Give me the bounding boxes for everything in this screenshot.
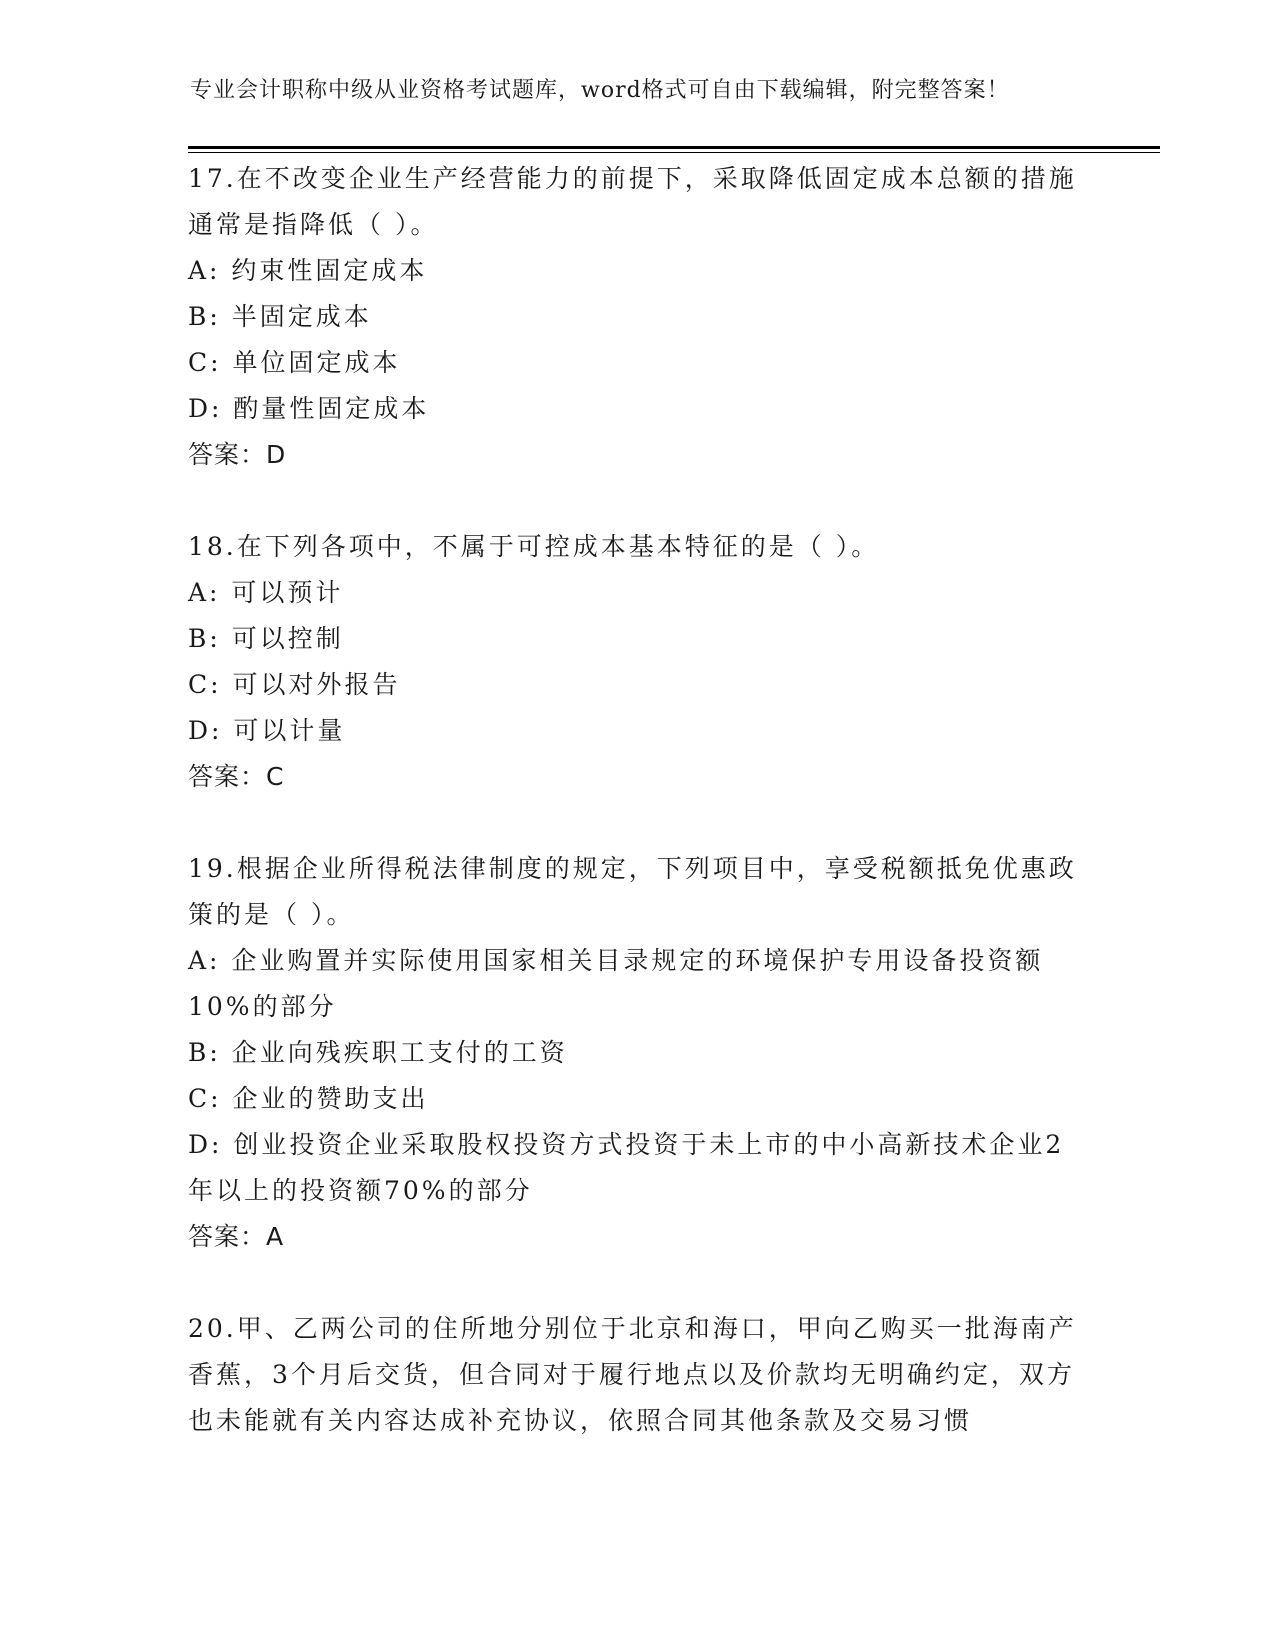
option-a: A: 约束性固定成本	[188, 256, 428, 285]
question-text: 17.在不改变企业生产经营能力的前提下，采取降低固定成本总额的措施通常是指降低（ ）。	[188, 164, 1077, 239]
option-c: C: 单位固定成本	[188, 348, 401, 377]
option-d: D: 酌量性固定成本	[188, 394, 430, 423]
answer: 答案：D	[188, 440, 287, 469]
question-18	[188, 524, 1088, 800]
option-a: A: 可以预计	[188, 578, 344, 607]
question-text: 18.在下列各项中，不属于可控成本基本特征的是（ ）。	[188, 532, 880, 561]
question-19	[188, 846, 1088, 1260]
answer: 答案：A	[188, 1222, 285, 1251]
question-text: 20.甲、乙两公司的住所地分别位于北京和海口，甲向乙购买一批海南产香蕉，3个月后交货，但合同对于履行地点以及价款均无明确约定，双方也未能就有关内容达成补充协议，依照合同其他条款及交易习惯	[188, 1314, 1077, 1435]
header-rule-thin	[188, 152, 1160, 153]
question-20	[188, 1306, 1088, 1444]
answer: 答案：C	[188, 762, 285, 791]
option-c: C: 可以对外报告	[188, 670, 401, 699]
option-b: B: 企业向残疾职工支付的工资	[188, 1038, 568, 1067]
option-b: B: 可以控制	[188, 624, 344, 653]
question-list	[188, 156, 1088, 1490]
option-a: A: 企业购置并实际使用国家相关目录规定的环境保护专用设备投资额10%的部分	[188, 946, 1044, 1021]
option-d: D: 可以计量	[188, 716, 346, 745]
page-header: 专业会计职称中级从业资格考试题库，word格式可自由下载编辑，附完整答案！	[190, 78, 1010, 103]
option-b: B: 半固定成本	[188, 302, 372, 331]
option-c: C: 企业的赞助支出	[188, 1084, 429, 1113]
option-d: D: 创业投资企业采取股权投资方式投资于未上市的中小高新技术企业2年以上的投资额70%的部分	[188, 1130, 1065, 1205]
header-rule	[188, 146, 1160, 149]
question-17	[188, 156, 1088, 478]
question-text: 19.根据企业所得税法律制度的规定，下列项目中，享受税额抵免优惠政策的是（ ）。	[188, 854, 1077, 929]
